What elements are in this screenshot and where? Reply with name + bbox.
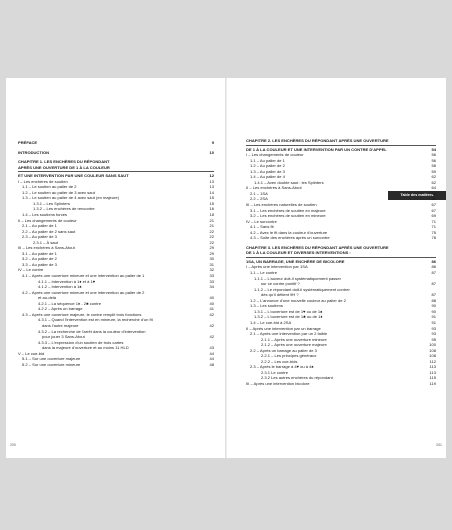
toc-entry-title: 1.2 – Le soutien au palier de 3 avec saut <box>22 189 95 195</box>
toc-entry-title: 3.1 – Les enchères de soutien en majeure <box>250 207 326 213</box>
toc-entry-page: 64 <box>431 190 436 196</box>
toc-entry-page: 13 <box>209 184 214 190</box>
toc-entry-title: 1.1 – Le contre <box>250 270 277 276</box>
toc-entry-title: 4.2.1 – La séquence 1♦ - 2♣ contre <box>38 300 101 306</box>
toc-entry-page: 71 <box>431 224 436 230</box>
toc-entry-title: 1.4.1 – Avec double saut : les Splinters <box>254 179 324 185</box>
toc-entry-page: 10 <box>209 149 214 155</box>
toc-entry-title: 2.1 – Après une intervention par un 2 faible <box>250 331 328 337</box>
toc-entry-title: dans l'autre majeure <box>42 322 79 328</box>
toc-entry-page: 29 <box>209 250 214 256</box>
toc-entry-title: 4.2 – Après une ouverture mineure et une intervention au palier de 2 <box>22 289 145 295</box>
toc-entry-title: I – Après une intervention par 1SA <box>246 264 308 270</box>
toc-entry-page: 40 <box>209 300 214 306</box>
toc-entry-page: 90 <box>431 303 436 309</box>
toc-entry-title: ET UNE INTERVENTION PAR UNE COULEUR SANS SAUT <box>18 173 129 179</box>
toc-entry-title: 4.2 – Avec le fit dans la couleur d'ouverture <box>250 229 328 235</box>
toc-entry-page: 33 <box>209 273 214 279</box>
toc-entry-page: 44 <box>209 356 214 362</box>
toc-entry-title: 1.2 – L'annonce d'une nouvelle couleur au palier de 2 <box>250 297 346 303</box>
toc-entry-page: 108 <box>429 347 436 353</box>
toc-entry <box>246 250 436 256</box>
toc-entry-title: DE 1 À LA COULEUR ET DIVERSES INTERVENTIONS : <box>246 250 351 256</box>
toc-entry-title: 4.3 – Après une ouverture majeure, le contre remplit trois fonctions <box>22 311 142 317</box>
toc-entry-title: dès qu'il détient 9H ? <box>261 292 299 298</box>
toc-entry-page: 115 <box>429 375 436 381</box>
toc-entry-title: 4.3 – Suite des enchères après un surcontre <box>250 235 330 241</box>
toc-right-column <box>246 138 436 387</box>
toc-entry-page: 71 <box>431 218 436 224</box>
toc-entry-title: III – Après une intervention bicolore <box>246 380 310 386</box>
toc-entry-title: II – Les changements de couleur <box>18 217 77 223</box>
toc-entry-title: 1.3.2 – Les enchères de rencontre <box>33 206 95 212</box>
toc-entry-title: 4.1.1 – Intervention à 1♦ et à 1♥ <box>38 278 96 284</box>
toc-entry-page: 54 <box>431 146 436 152</box>
toc-entry-page: 113 <box>429 364 436 370</box>
toc-entry-title: 1.2 – Au palier de 2 <box>250 163 285 169</box>
toc-entry-title: IV – Le contre <box>18 267 44 273</box>
toc-entry-page: 108 <box>429 353 436 359</box>
toc-entry-page: 67 <box>431 207 436 213</box>
toc-entry-page: 93 <box>431 325 436 331</box>
toc-entry-title: CHAPITRE 2. LES ENCHÈRES DU RÉPONDANT APRÈS UNE OUVERTURE <box>246 138 389 143</box>
toc-entry-title: 4.3.2 – La recherche de l'arrêt dans la couleur d'intervention <box>38 328 146 334</box>
toc-entry-title: I – Les enchères de soutien <box>18 178 68 184</box>
toc-entry-page: 119 <box>429 380 436 386</box>
toc-entry-title: 4.1.2 – Intervention à 1♠ <box>38 284 82 290</box>
toc-entry-title: 1.3 – Les soutiens <box>250 303 283 309</box>
toc-entry-title: 3.2 – Au palier de 2 <box>22 256 57 262</box>
toc-entry-title: 1SA, UN BARRAGE, UNE ENCHÈRE DE BICOLORE <box>246 258 345 264</box>
toc-entry-page: 87 <box>431 281 436 287</box>
toc-entry-title: 2.3 – Au palier de 3 <box>22 234 57 240</box>
toc-entry-page: 56 <box>431 157 436 163</box>
toc-entry-title: 1.3 – Le soutien au palier de 4 avec saut (en majeure) <box>22 195 119 201</box>
toc-entry-page: 91 <box>431 319 436 325</box>
toc-entry-title: 1.1.2 – Le répondant doit-il systématiquement contrer <box>254 286 350 292</box>
toc-entry-title: 3.1 – Au palier de 1 <box>22 250 57 256</box>
toc-entry-title: 2.1.1 – Après une ouverture mineure <box>261 336 327 342</box>
toc-entry-title: CHAPITRE 1. LES ENCHÈRES DU RÉPONDANT <box>18 159 110 165</box>
toc-entry-title: II – Les enchères à Sans-Atout <box>246 185 302 191</box>
toc-entry-page: 13 <box>209 178 214 184</box>
toc-entry-page: 18 <box>209 212 214 218</box>
toc-entry-title: sur ce contre punitif ? <box>261 281 300 287</box>
toc-entry-title: 2.1.2 – Après une ouverture majeure <box>261 342 327 348</box>
toc-entry-page: 64 <box>431 185 436 191</box>
toc-entry-title: INTRODUCTION <box>18 149 50 155</box>
toc-entry-title: III – Les enchères naturelles de soutien <box>246 202 317 208</box>
toc-entry-title: 2.1 – Au palier de 1 <box>22 223 57 229</box>
toc-entry-title: 3.2 – Les enchères de soutien en mineure <box>250 213 326 219</box>
toc-entry-title: 3.3 – Au palier de 3 <box>22 261 57 267</box>
toc-entry-page: 100 <box>429 342 436 348</box>
toc-entry-page: 22 <box>209 234 214 240</box>
toc-entry-page: 16 <box>209 206 214 212</box>
toc-left-column <box>18 140 214 367</box>
toc-entry-page: 87 <box>431 270 436 276</box>
toc-entry-page: 48 <box>209 361 214 367</box>
toc-entry-title: 1.3.1 – L'ouverture est de 1♥ ou de 1♠ <box>254 308 323 314</box>
section-tab: Table des matières <box>388 191 446 200</box>
toc-entry-title: pour jouer 3 Sans-Atout <box>42 334 85 340</box>
toc-entry-page: 112 <box>429 358 436 364</box>
toc-entry-title: 1.3 – Au palier de 3 <box>250 168 285 174</box>
toc-entry-page: 113 <box>429 369 436 375</box>
toc-entry-page: 15 <box>209 195 214 201</box>
toc-entry-title: 4.3.1 – Quand l'intervention est en mineure, la recherche d'un fit <box>38 317 153 323</box>
toc-entry-title: 2.2 – 2SA <box>250 196 268 202</box>
toc-entry-title: et au-delà <box>38 295 56 301</box>
toc-entry-title: 1.4 – Au palier de 4 <box>250 174 285 180</box>
toc-entry-page: 93 <box>431 331 436 337</box>
toc-entry <box>246 138 436 144</box>
toc-entry-title: 1.1.1 – L'auveur doit-il systématiquement passer <box>254 275 341 281</box>
toc-entry-title: IV – Le surcontre <box>246 218 277 224</box>
toc-entry-title: 2.1 – 1SA <box>250 190 268 196</box>
toc-entry-page: 87 <box>431 292 436 298</box>
toc-entry-page: 75 <box>431 229 436 235</box>
page-number-right: 201 <box>436 443 442 447</box>
toc-entry-page: 33 <box>209 278 214 284</box>
toc-entry-title: 2.3.2 Les autres enchères du répondant <box>261 375 333 381</box>
toc-entry-page: 30 <box>209 256 214 262</box>
toc-entry-title: APRÈS UNE OUVERTURE DE 1 À LA COULEUR <box>18 164 110 170</box>
toc-entry-page: 22 <box>209 239 214 245</box>
toc-entry-page: 34 <box>209 284 214 290</box>
toc-entry-title: 4.1 – Sans fit <box>250 224 274 230</box>
toc-entry <box>246 145 436 153</box>
toc-entry-page: 58 <box>431 163 436 169</box>
toc-entry-title: 4.1 – Après une ouverture mineure et une intervention au palier de 1 <box>22 273 145 279</box>
toc-entry-page: 42 <box>209 311 214 317</box>
toc-entry-page: 56 <box>431 152 436 158</box>
toc-entry-title: PRÉFACE <box>18 140 38 145</box>
book-spread <box>6 78 446 458</box>
toc-entry-title: 2.2.1 – Les principes généraux <box>261 353 317 359</box>
toc-entry-page: 41 <box>209 306 214 312</box>
toc-entry-page: 9 <box>211 140 214 145</box>
toc-entry-title: 2.2.2 – Les cue-bids <box>261 358 298 364</box>
toc-entry-page: 88 <box>431 297 436 303</box>
toc-entry-title: 1.3.1 – Les Splinters <box>33 200 70 206</box>
toc-entry-page: 21 <box>209 217 214 223</box>
toc-entry <box>246 257 436 265</box>
toc-entry-title: 1.4 – Les soutiens forcés <box>22 212 67 218</box>
toc-entry-page: 42 <box>209 334 214 340</box>
toc-entry <box>246 381 436 387</box>
page-number-left: 200 <box>10 443 16 447</box>
toc-entry <box>18 165 214 171</box>
toc-entry-title: I – Les changements de couleur <box>246 152 304 158</box>
toc-entry-page: 86 <box>431 258 436 264</box>
toc-entry-page: 42 <box>209 322 214 328</box>
toc-entry-title: 2.2 – Au palier de 2 sans saut <box>22 228 76 234</box>
toc-entry-title: III – Les enchères à Sans-Atout <box>18 245 75 251</box>
toc-entry-title: CHAPITRE 3. LES ENCHÈRES DU RÉPONDANT APRÈS UNE OUVERTURE <box>246 244 389 250</box>
toc-entry-page: 14 <box>209 189 214 195</box>
toc-entry-page: 69 <box>431 213 436 219</box>
toc-entry-page: 29 <box>209 245 214 251</box>
toc-entry-page: 67 <box>431 202 436 208</box>
toc-entry <box>18 362 214 368</box>
toc-entry-page: 86 <box>431 264 436 270</box>
toc-entry-page: 62 <box>431 174 436 180</box>
toc-entry-page: 40 <box>209 295 214 301</box>
toc-entry-page: 90 <box>431 308 436 314</box>
toc-entry-title: 4.2.2 – Après un barrage <box>38 306 83 312</box>
toc-entry-page: 65 <box>431 196 436 202</box>
toc-entry-title: 1.3.2 – L'ouverture est de 1♣ ou de 1♦ <box>254 314 323 320</box>
toc-entry-title: II – Après une intervention par un barrage <box>246 325 321 331</box>
toc-entry-title: 2.3 – Après le barrage à 4♥ ou à 4♠ <box>250 364 314 370</box>
toc-entry <box>18 171 214 179</box>
toc-entry-page: 32 <box>209 267 214 273</box>
toc-entry-page: 12 <box>209 173 214 179</box>
toc-entry-page: 15 <box>209 200 214 206</box>
toc-entry-page: 59 <box>431 168 436 174</box>
toc-entry-page: 62 <box>431 179 436 185</box>
toc-entry-title: 1.1 – Le soutien au palier de 2 <box>22 184 77 190</box>
toc-entry-title: 2.3.1 – À saut <box>33 239 58 245</box>
page-gutter <box>225 78 227 458</box>
toc-entry-page: 95 <box>431 336 436 342</box>
toc-entry-title: 5.1 – Sur une ouverture majeure <box>22 356 81 362</box>
toc-entry-page: 78 <box>431 235 436 241</box>
toc-entry-page: 43 <box>209 345 214 351</box>
toc-entry-title: dans la majeure d'ouverture et au moins 11 HLD <box>42 345 129 351</box>
toc-entry-title: V – Le cue-bid <box>18 350 45 356</box>
toc-entry-page: 21 <box>209 223 214 229</box>
toc-entry-title: 1.4 – Le cue-bid à 2SA <box>250 319 292 325</box>
toc-entry-title: DE 1 À LA COULEUR ET UNE INTERVENTION PAR UN CONTRE D'APPEL <box>246 146 387 152</box>
toc-entry-page: 44 <box>209 350 214 356</box>
toc-entry-title: 4.3.3 – L'expression d'un soutien de trois cartes <box>38 339 124 345</box>
toc-entry-page: 31 <box>209 261 214 267</box>
toc-entry-title: 1.1 – Au palier de 1 <box>250 157 285 163</box>
toc-entry-title: 2.3.1 Le contre <box>261 369 288 375</box>
toc-entry-page: 22 <box>209 228 214 234</box>
toc-entry-page: 91 <box>431 314 436 320</box>
toc-entry-title: 5.2 – Sur une ouverture mineure <box>22 361 81 367</box>
toc-entry-title: 2.2 – Après un barrage au palier de 3 <box>250 347 317 353</box>
